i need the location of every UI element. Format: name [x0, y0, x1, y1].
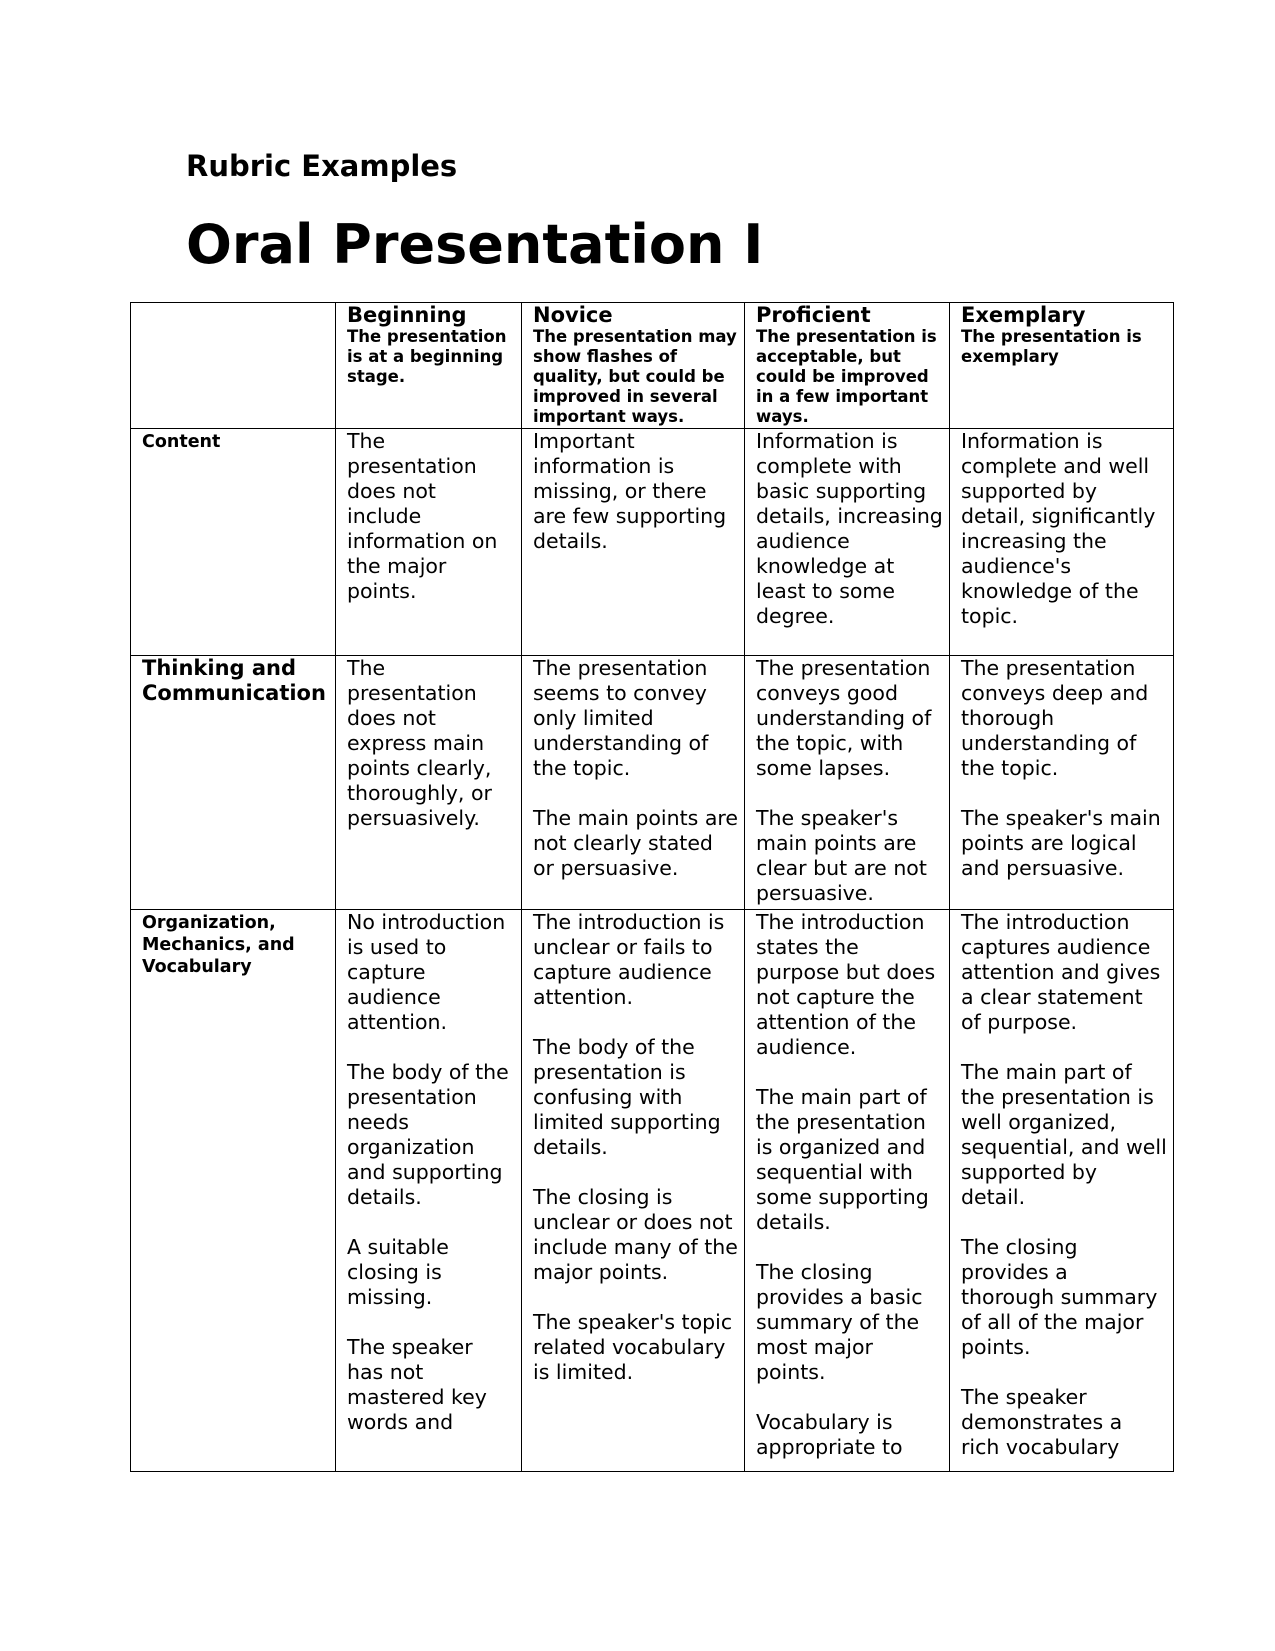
level-header-proficient: [745, 303, 950, 429]
cell-text: The introduction is unclear or fails to capture audience attention. The body of the presentation is confusing with limited supporting details. The closing is unclear or does not include many of the major points. The speaker's topic related vocabulary is limited.: [533, 910, 738, 1384]
criterion-label: Thinking and Communication: [142, 656, 326, 705]
criterion-label: Organization, Mechanics, and Vocabulary: [142, 913, 295, 977]
rubric-row-thinking-communication: [131, 656, 1174, 910]
cell-text: Information is complete and well supported by detail, significantly increasing the audience's knowledge of the topic.: [961, 429, 1156, 628]
rubric-header-row: [131, 303, 1174, 429]
cell-text: No introduction is used to capture audience attention. The body of the presentation needs organization and supporting details. A suitable closing is missing. The speaker has not mastered key words and: [347, 910, 509, 1434]
cell-text: The presentation seems to convey only limited understanding of the topic. The main points are not clearly stated or persuasive.: [533, 656, 739, 880]
level-description: The presentation is at a beginning stage.: [347, 327, 507, 386]
cell-text: Important information is missing, or there are few supporting details.: [533, 429, 727, 553]
rubric-cell-proficient: [745, 429, 950, 656]
rubric-row-organization: [131, 910, 1174, 1472]
criterion-cell: [131, 910, 336, 1472]
rubric-cell-beginning: [336, 910, 522, 1472]
criterion-cell: [131, 429, 336, 656]
rubric-cell-novice: [522, 910, 745, 1472]
cell-text: The presentation does not express main points clearly, thoroughly, or persuasively.: [347, 656, 492, 830]
cell-text: The introduction states the purpose but does not capture the attention of the audience. The main part of the presentation is organized and sequential with some supporting details. The closing provides a basic summary of the most major points. Vocabulary is appropriate to: [756, 910, 936, 1459]
level-name: Exemplary: [961, 303, 1086, 327]
rubric-cell-proficient: [745, 656, 950, 910]
criterion-cell: [131, 656, 336, 910]
rubric-cell-exemplary: [950, 656, 1174, 910]
page-title: Oral Presentation I: [186, 213, 764, 276]
level-description: The presentation is exemplary: [961, 327, 1142, 366]
level-header-beginning: [336, 303, 522, 429]
level-name: Beginning: [347, 303, 467, 327]
page-subtitle: Rubric Examples: [186, 149, 458, 183]
cell-text: The presentation does not include information on the major points.: [347, 429, 498, 603]
header-corner-cell: [131, 303, 336, 429]
level-description: The presentation may show flashes of quality, but could be improved in several important ways.: [533, 327, 737, 426]
cell-text: The introduction captures audience attention and gives a clear statement of purpose. The main part of the presentation is well organized, sequential, and well supported by detail. The closing provides a thorough summary of all of the major points. The speaker demonstrates a rich vocabulary: [961, 910, 1167, 1459]
level-name: Proficient: [756, 303, 871, 327]
criterion-label: Content: [142, 432, 221, 452]
rubric-cell-exemplary: [950, 910, 1174, 1472]
cell-text: Information is complete with basic supporting details, increasing audience knowledge at least to some degree.: [756, 429, 943, 628]
level-description: The presentation is acceptable, but could be improved in a few important ways.: [756, 327, 937, 426]
rubric-cell-exemplary: [950, 429, 1174, 656]
rubric-cell-beginning: [336, 429, 522, 656]
level-header-exemplary: [950, 303, 1174, 429]
rubric-cell-beginning: [336, 656, 522, 910]
rubric-table: [130, 302, 1174, 1472]
level-header-novice: [522, 303, 745, 429]
rubric-row-content: [131, 429, 1174, 656]
rubric-cell-proficient: [745, 910, 950, 1472]
rubric-cell-novice: [522, 656, 745, 910]
rubric-cell-novice: [522, 429, 745, 656]
cell-text: The presentation conveys good understanding of the topic, with some lapses. The speaker's main points are clear but are not persuasive.: [756, 656, 932, 905]
cell-text: The presentation conveys deep and thorough understanding of the topic. The speaker's main points are logical and persuasive.: [961, 656, 1161, 880]
level-name: Novice: [533, 303, 613, 327]
